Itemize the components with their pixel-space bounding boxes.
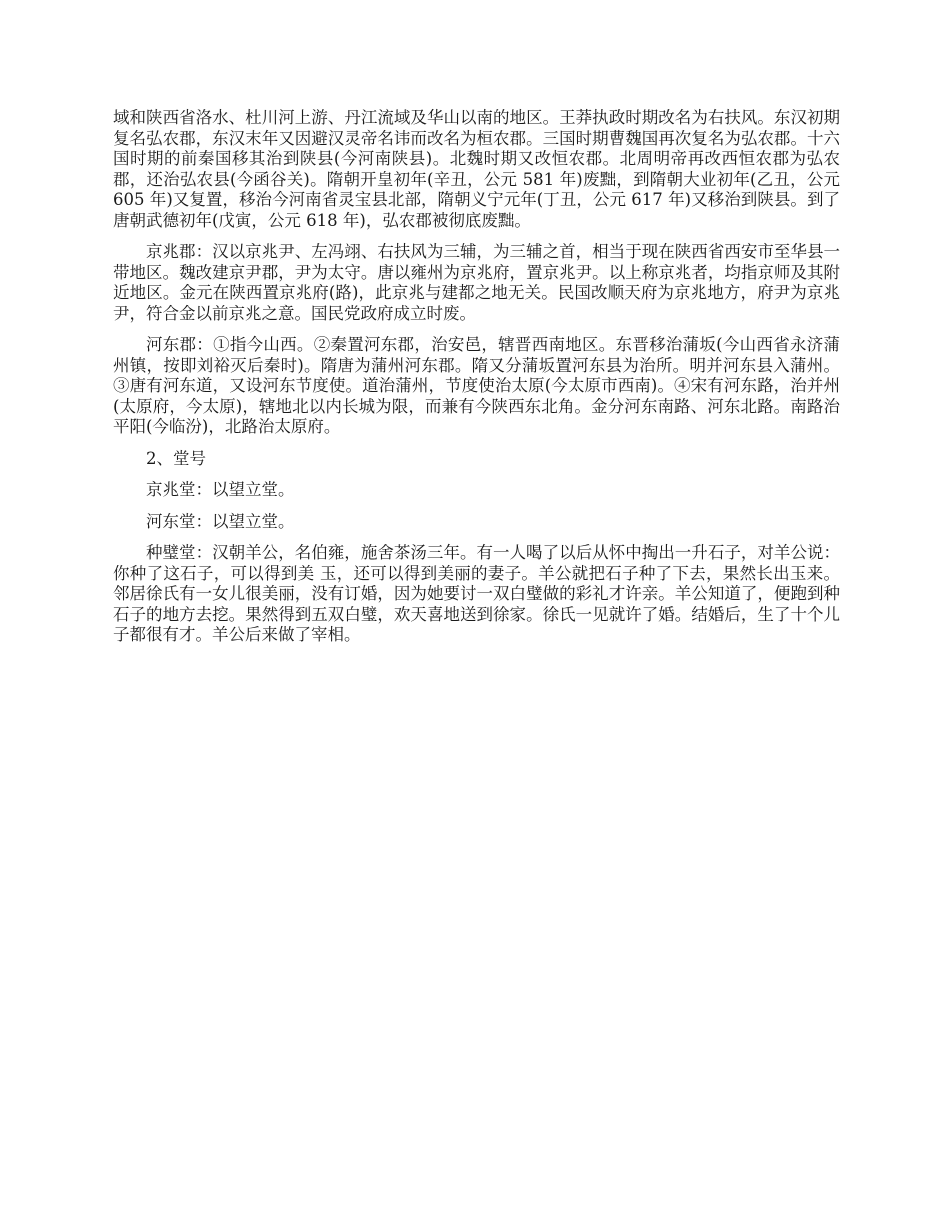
paragraph-hedong-hall: 河东堂：以望立堂。: [146, 511, 295, 531]
paragraph-jingzhao-commandery: 京兆郡：汉以京兆尹、左冯翊、右扶风为三辅，为三辅之首，相当于现在陕西省西安市至华县一带地区。魏改建京尹郡，尹为太守。唐以雍州为京兆府，置京兆尹。以上称京兆者，均指京师及其附近地区。金元在陕西置京兆府(路)，此京兆与建都之地无关。民国改顺天府为京兆地方，府尹为京兆尹，符合金以前京兆之意。国民党政府成立时废。: [113, 242, 840, 323]
paragraph-hedong-commandery: 河东郡：①指今山西。②秦置河东郡，治安邑，辖晋西南地区。东晋移治蒲坂(今山西省永济蒲州镇，按即刘裕灭后秦时)。隋唐为蒲州河东郡。隋又分蒲坂置河东县为治所。明并河东县入蒲州。③唐有河东道，又设河东节度使。道治蒲州，节度使治太原(今太原市西南)。④宋有河东路，治并州(太原府，今太原)，辖地北以内长城为限，而兼有今陕西东北角。金分河东南路、河东北路。南路治平阳(今临汾)，北路治太原府。: [113, 335, 840, 436]
document-body: [113, 108, 840, 657]
paragraph-jingzhao-hall: 京兆堂：以望立堂。: [146, 480, 295, 499]
paragraph-zhongbi-hall: 种璧堂：汉朝羊公，名伯雍，施舍茶汤三年。有一人喝了以后从怀中掏出一升石子，对羊公说：你种了这石子，可以得到美 玉，还可以得到美丽的妻子。羊公就把石子种了下去，果然长出玉来。邻居徐氏有一女儿很美丽，没有订婚，因为她要讨一双白璧做的彩礼才许亲。羊公知道了，便跑到种石子的地方去挖。果然得到五双白璧，欢天喜地送到徐家。徐氏一见就许了婚。结婚后，生了十个儿子都很有才。羊公后来做了宰相。: [113, 543, 840, 644]
paragraph-hongnong-continued: 域和陕西省洛水、杜川河上游、丹江流域及华山以南的地区。王莽执政时期改名为右扶风。东汉初期复名弘农郡，东汉末年又因避汉灵帝名讳而改名为桓农郡。三国时期曹魏国再次复名为弘农郡。十六国时期的前秦国移其治到陕县(今河南陕县)。北魏时期又改恒农郡。北周明帝再改西恒农郡为弘农郡，还治弘农县(今函谷关)。隋朝开皇初年(辛丑，公元 581 年)废黜，到隋朝大业初年(乙丑，公元 605 年)又复置，移治今河南省灵宝县北部，隋朝义宁元年(丁丑，公元 617 年)又移治到陕县。到了唐朝武德初年(戊寅，公元 618 年)，弘农郡被彻底废黜。: [113, 108, 840, 230]
section-heading: 2、堂号: [146, 448, 206, 468]
